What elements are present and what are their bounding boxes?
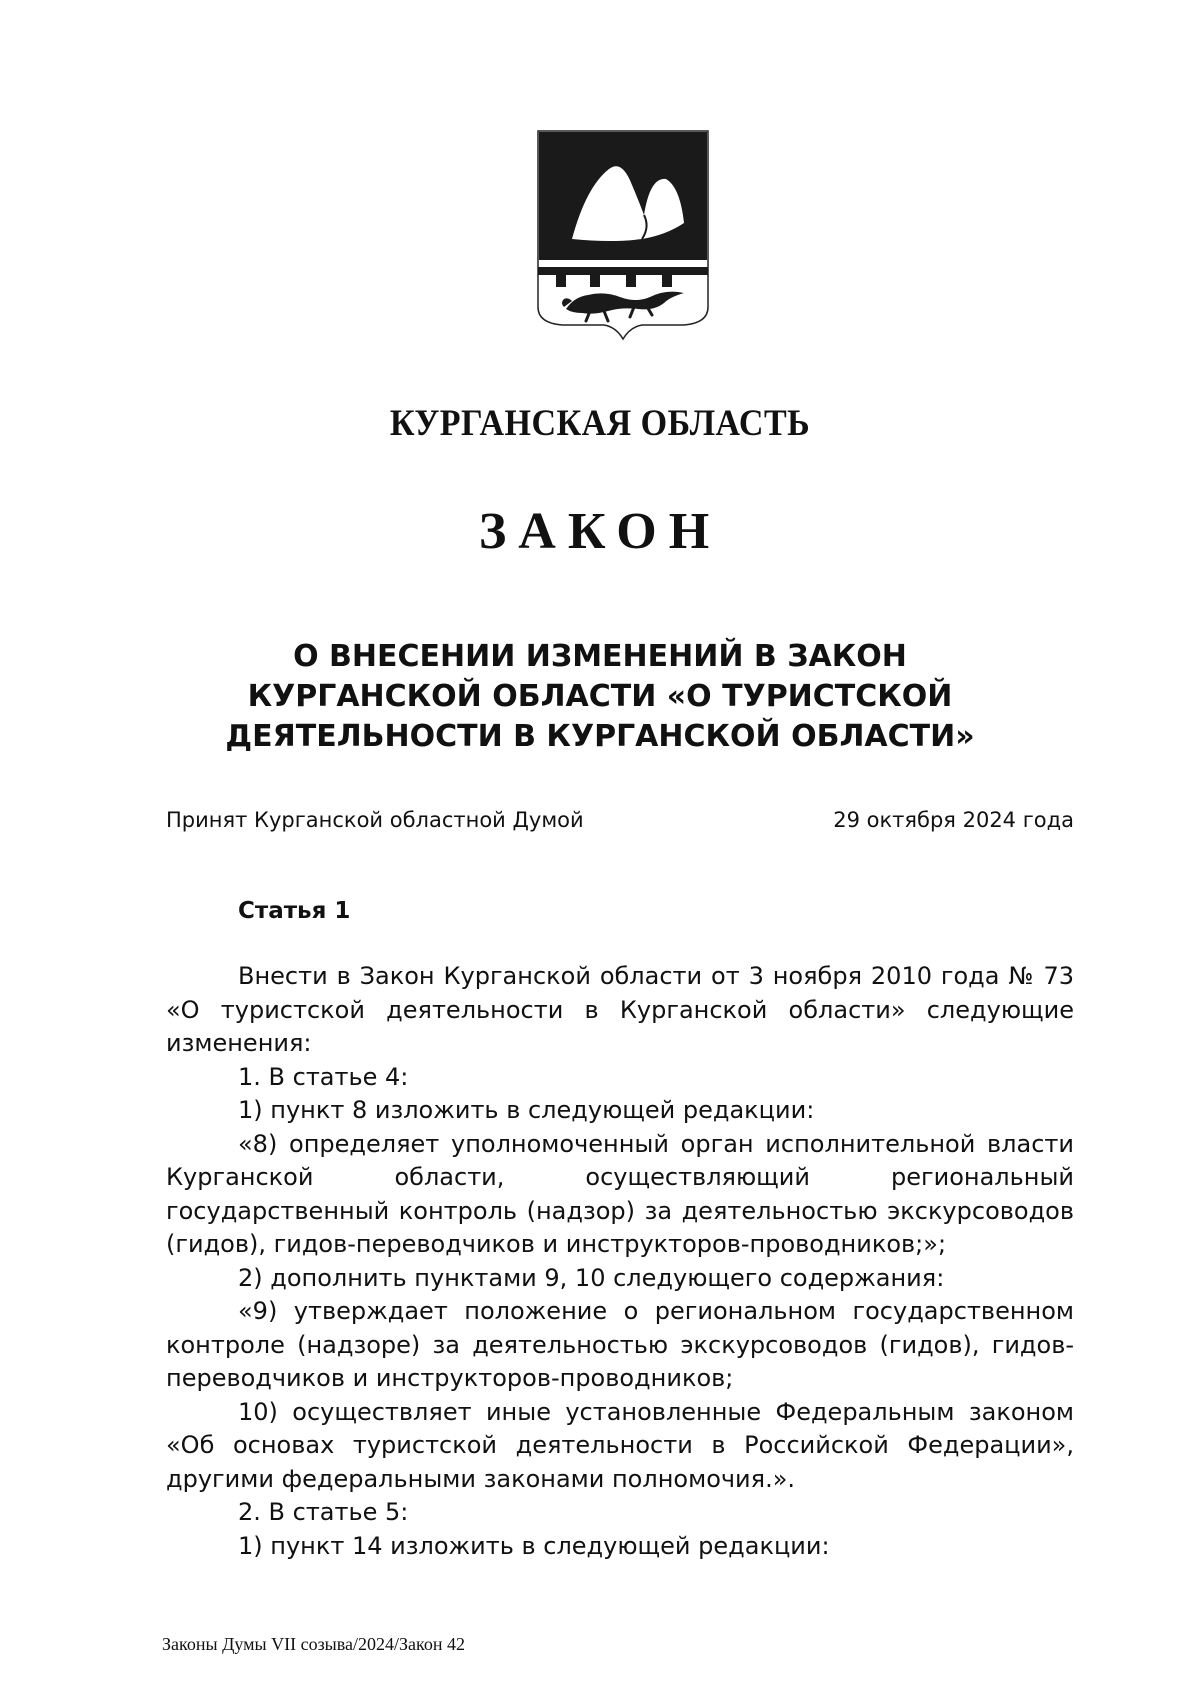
adopted-by: Принят Курганской областной Думой [166, 808, 584, 832]
paragraph: 10) осуществляет иные установленные Федеральным законом «Об основах туристской деятельности в Российской Федерации», другими федеральными законами полномочия.». [166, 1397, 1074, 1493]
coat-of-arms-icon [534, 127, 712, 357]
document-footer: Законы Думы VII созыва/2024/Закон 42 [162, 1634, 465, 1654]
adoption-row [166, 808, 1074, 832]
paragraph: 1. В статье 4: [238, 1062, 409, 1091]
law-title-line: ДЕЯТЕЛЬНОСТИ В КУРГАНСКОЙ ОБЛАСТИ» [225, 719, 975, 754]
paragraph: «9) утверждает положение о региональном государственном контроле (надзоре) за деятельностью экскурсоводов (гидов), гидов-переводчиков и инструкторов-проводников; [166, 1297, 1074, 1392]
document-type: ЗАКОН [478, 503, 722, 560]
paragraph: 2. В статье 5: [238, 1498, 409, 1526]
law-title [200, 637, 1000, 757]
article-heading: Статья 1 [238, 898, 351, 924]
paragraph: Внести в Закон Курганской области от 3 ноября 2010 года № 73 «О туристской деятельности в Курганской области» следующие изменения: [166, 962, 1074, 1057]
law-title-line: О ВНЕСЕНИИ ИЗМЕНЕНИЙ В ЗАКОН [293, 639, 907, 674]
adoption-date: 29 октября 2024 года [833, 808, 1074, 832]
paragraph: 2) дополнить пунктами 9, 10 следующего содержания: [238, 1263, 945, 1292]
law-title-line: КУРГАНСКОЙ ОБЛАСТИ «О ТУРИСТСКОЙ [247, 679, 953, 714]
paragraph: 1) пункт 8 изложить в следующей редакции: [238, 1096, 815, 1124]
region-name: КУРГАНСКАЯ ОБЛАСТЬ [389, 403, 811, 444]
paragraph: «8) определяет уполномоченный орган исполнительной власти Курганской области, осуществляющий региональный государственный контроль (надзор) за деятельностью экскурсоводов (гидов), гидов-переводчиков и инструкторов-проводников;»; [166, 1129, 1074, 1258]
paragraph: 1) пункт 14 изложить в следующей редакции: [238, 1531, 830, 1560]
article-body [166, 960, 1074, 1563]
